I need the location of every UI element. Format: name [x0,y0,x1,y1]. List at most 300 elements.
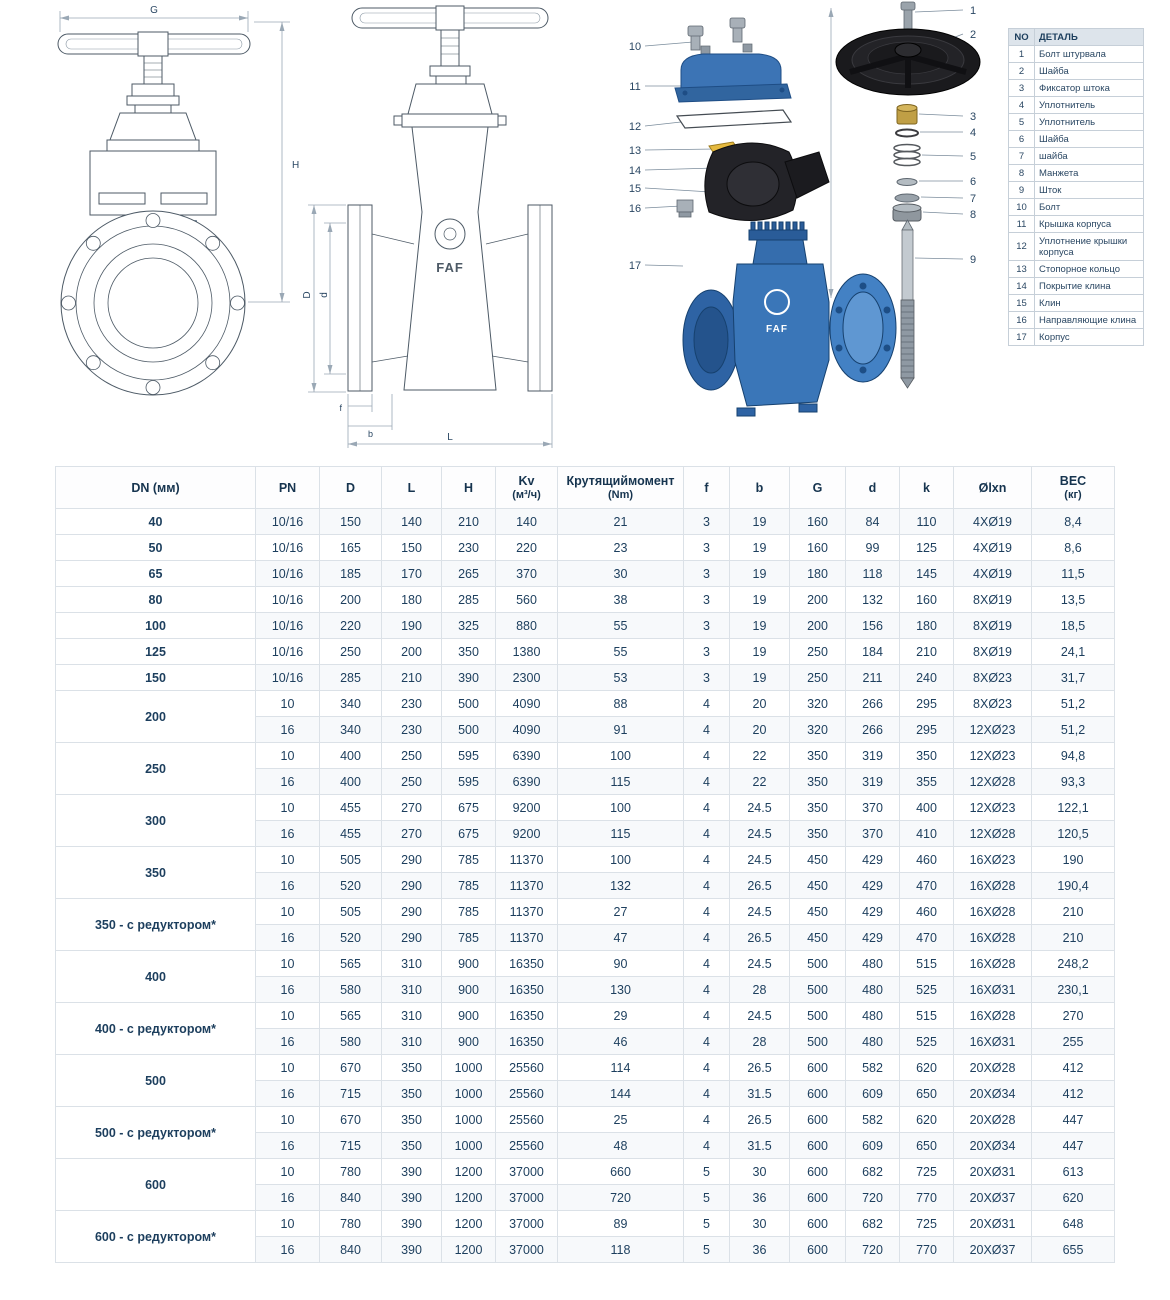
spec-cell: 210 [1032,899,1115,925]
spec-cell: 180 [382,587,442,613]
spec-cell: 26.5 [730,1107,790,1133]
callout-2: 2 [969,29,977,41]
spec-cell: 4 [684,1133,730,1159]
spec-cell: 670 [320,1055,382,1081]
spec-cell: 8,4 [1032,509,1115,535]
parts-row [1009,80,1144,97]
spec-cell: 270 [382,821,442,847]
spec-cell: 266 [846,691,900,717]
part-no: 15 [1009,295,1035,312]
spec-cell: 13,5 [1032,587,1115,613]
spec-cell: 20XØ31 [954,1211,1032,1237]
spec-col-header: k [900,467,954,509]
spec-cell: 10/16 [256,665,320,691]
part-no: 11 [1009,216,1035,233]
spec-cell: 27 [558,899,684,925]
spec-col-header: L [382,467,442,509]
spec-cell: 4 [684,1003,730,1029]
spec-cell: 525 [900,1029,954,1055]
spec-cell: 355 [900,769,954,795]
spec-cell: 785 [442,873,496,899]
part-name: Уплотнитель [1035,97,1144,114]
spec-cell: 10 [256,899,320,925]
spec-cell: 211 [846,665,900,691]
spec-cell: 900 [442,1029,496,1055]
spec-cell: 447 [1032,1133,1115,1159]
spec-cell: 8XØ19 [954,613,1032,639]
spec-cell: 447 [1032,1107,1115,1133]
spec-cell: 200 [320,587,382,613]
spec-cell: 10 [256,951,320,977]
spec-cell: 455 [320,795,382,821]
spec-cell: 520 [320,925,382,951]
spec-cell: 455 [320,821,382,847]
spec-cell: 37000 [496,1237,558,1263]
dim-label-g: G [150,5,158,16]
part-no: 8 [1009,165,1035,182]
spec-cell: 114 [558,1055,684,1081]
spec-cell: 4 [684,1029,730,1055]
callout-16: 16 [628,203,642,215]
dn-cell: 80 [56,587,256,613]
spec-cell: 350 [900,743,954,769]
spec-cell: 400 [320,769,382,795]
spec-cell: 320 [790,691,846,717]
spec-cell: 250 [790,639,846,665]
spec-cell: 1200 [442,1159,496,1185]
spec-cell: 230 [382,691,442,717]
spec-cell: 720 [846,1237,900,1263]
spec-cell: 16XØ23 [954,847,1032,873]
spec-cell: 600 [790,1081,846,1107]
spec-cell: 190 [382,613,442,639]
part-name: Уплотнение крышки корпуса [1035,233,1144,261]
parts-row [1009,261,1144,278]
bonnet-gasket [677,110,791,128]
spec-cell: 12XØ23 [954,717,1032,743]
callout-1: 1 [969,5,977,17]
spec-cell: 505 [320,899,382,925]
spec-cell: 12XØ23 [954,743,1032,769]
spec-cell: 20XØ34 [954,1081,1032,1107]
spec-cell: 3 [684,561,730,587]
spec-cell: 26.5 [730,1055,790,1081]
spec-cell: 100 [558,743,684,769]
spec-cell: 1200 [442,1185,496,1211]
spec-cell: 230 [382,717,442,743]
spec-cell: 25 [558,1107,684,1133]
part-no: 9 [1009,182,1035,199]
spec-cell: 24.5 [730,899,790,925]
part-name: Шайба [1035,63,1144,80]
spec-cell: 230 [442,535,496,561]
spec-cell: 11370 [496,873,558,899]
spec-cell: 28 [730,977,790,1003]
spec-cell: 11370 [496,925,558,951]
spec-cell: 160 [900,587,954,613]
spec-cell: 16 [256,1133,320,1159]
spec-cell: 19 [730,613,790,639]
spec-cell: 37000 [496,1185,558,1211]
spec-row [56,665,1115,691]
spec-cell: 285 [442,587,496,613]
spec-cell: 88 [558,691,684,717]
spec-cell: 10 [256,847,320,873]
spec-cell: 660 [558,1159,684,1185]
spec-cell: 37000 [496,1211,558,1237]
spec-cell: 55 [558,639,684,665]
spec-cell: 560 [496,587,558,613]
spec-cell: 265 [442,561,496,587]
spec-cell: 29 [558,1003,684,1029]
spec-cell: 20 [730,717,790,743]
spec-cell: 125 [900,535,954,561]
dim-label-D: D [302,291,313,299]
spec-cell: 470 [900,873,954,899]
spec-cell: 4090 [496,717,558,743]
spec-cell: 16 [256,821,320,847]
spec-cell: 130 [558,977,684,1003]
spec-cell: 450 [790,847,846,873]
part-name: Направляющие клина [1035,312,1144,329]
spec-cell: 270 [382,795,442,821]
spec-cell: 8XØ23 [954,691,1032,717]
part-name: Шайба [1035,131,1144,148]
spec-cell: 780 [320,1211,382,1237]
spec-cell: 48 [558,1133,684,1159]
spec-cell: 10 [256,1211,320,1237]
spec-cell: 22 [730,743,790,769]
part-name: Болт штурвала [1035,46,1144,63]
dn-cell: 500 [56,1055,256,1107]
spec-row [56,1159,1115,1185]
spec-cell: 900 [442,951,496,977]
callout-14: 14 [628,165,642,177]
spec-cell: 8XØ23 [954,665,1032,691]
spec-cell: 675 [442,821,496,847]
part-name: шайба [1035,148,1144,165]
spec-cell: 20XØ37 [954,1237,1032,1263]
parts-row [1009,182,1144,199]
spec-cell: 620 [1032,1185,1115,1211]
spec-cell: 880 [496,613,558,639]
spec-cell: 28 [730,1029,790,1055]
spec-cell: 460 [900,847,954,873]
spec-cell: 609 [846,1133,900,1159]
parts-row [1009,165,1144,182]
dn-cell: 400 - с редуктором* [56,1003,256,1055]
spec-cell: 8XØ19 [954,639,1032,665]
spec-cell: 190 [1032,847,1115,873]
spec-cell: 580 [320,977,382,1003]
spec-cell: 26.5 [730,873,790,899]
spec-cell: 19 [730,535,790,561]
spec-cell: 725 [900,1159,954,1185]
spec-cell: 89 [558,1211,684,1237]
spec-cell: 248,2 [1032,951,1115,977]
parts-header-detail: ДЕТАЛЬ [1035,29,1144,46]
dn-cell: 500 - с редуктором* [56,1107,256,1159]
spec-cell: 100 [558,795,684,821]
spec-cell: 290 [382,873,442,899]
spec-cell: 1000 [442,1107,496,1133]
spec-cell: 770 [900,1237,954,1263]
spec-cell: 595 [442,743,496,769]
spec-cell: 350 [382,1055,442,1081]
spec-cell: 600 [790,1107,846,1133]
spec-table-section [55,466,1115,1263]
spec-cell: 3 [684,639,730,665]
spec-cell: 4 [684,951,730,977]
spec-cell: 10 [256,795,320,821]
spec-cell: 9200 [496,821,558,847]
spec-cell: 210 [442,509,496,535]
spec-cell: 19 [730,639,790,665]
spec-cell: 25560 [496,1107,558,1133]
spec-cell: 16350 [496,977,558,1003]
spec-cell: 295 [900,691,954,717]
dn-cell: 200 [56,691,256,743]
spec-cell: 31,7 [1032,665,1115,691]
spec-cell: 24.5 [730,821,790,847]
dn-cell: 100 [56,613,256,639]
spec-cell: 190,4 [1032,873,1115,899]
cover-bolts [688,18,745,50]
spec-table [55,466,1115,1263]
spec-cell: 1380 [496,639,558,665]
faf-logo-text: FAF [436,260,464,275]
spec-row [56,743,1115,769]
spec-cell: 16 [256,1237,320,1263]
spec-cell: 500 [790,1003,846,1029]
spec-cell: 23 [558,535,684,561]
spec-cell: 25560 [496,1055,558,1081]
spec-cell: 4 [684,769,730,795]
spec-cell: 650 [900,1081,954,1107]
spec-cell: 51,2 [1032,717,1115,743]
spec-cell: 150 [382,535,442,561]
spec-cell: 4 [684,743,730,769]
spec-cell: 785 [442,925,496,951]
spec-cell: 16 [256,1185,320,1211]
spec-cell: 390 [382,1185,442,1211]
dn-cell: 250 [56,743,256,795]
spec-cell: 200 [790,587,846,613]
spec-cell: 350 [382,1133,442,1159]
spec-cell: 290 [382,847,442,873]
spec-cell: 270 [1032,1003,1115,1029]
spec-cell: 10 [256,1055,320,1081]
spec-cell: 210 [382,665,442,691]
body-logo-text: FAF [766,324,788,335]
spec-cell: 8XØ19 [954,587,1032,613]
spec-cell: 350 [790,821,846,847]
spec-cell: 53 [558,665,684,691]
part-name: Стопорное кольцо [1035,261,1144,278]
stem-rod [901,220,914,388]
spec-cell: 16 [256,977,320,1003]
spec-cell: 10/16 [256,535,320,561]
parts-row [1009,148,1144,165]
spec-cell: 10/16 [256,561,320,587]
spec-cell: 250 [382,743,442,769]
spec-cell: 5 [684,1159,730,1185]
spec-cell: 4 [684,925,730,951]
spec-cell: 4 [684,873,730,899]
part-name: Крышка корпуса [1035,216,1144,233]
spec-cell: 900 [442,1003,496,1029]
spec-cell: 230,1 [1032,977,1115,1003]
spec-cell: 390 [382,1159,442,1185]
spec-cell: 122,1 [1032,795,1115,821]
spec-col-header: Kv (м³/ч) [496,467,558,509]
spec-cell: 19 [730,587,790,613]
spec-cell: 16350 [496,951,558,977]
parts-row [1009,199,1144,216]
spec-row [56,613,1115,639]
callout-3: 3 [969,111,977,123]
spec-row [56,639,1115,665]
dn-cell: 65 [56,561,256,587]
spec-cell: 1200 [442,1211,496,1237]
spec-cell: 115 [558,821,684,847]
callout-5: 5 [969,151,977,163]
spec-cell: 240 [900,665,954,691]
spec-cell: 31.5 [730,1133,790,1159]
handwheel-3d [836,29,980,95]
spec-cell: 4 [684,1055,730,1081]
callout-9: 9 [969,254,977,266]
parts-list-table [1008,28,1144,346]
part-no: 6 [1009,131,1035,148]
spec-cell: 118 [846,561,900,587]
spec-cell: 682 [846,1159,900,1185]
spec-cell: 16 [256,925,320,951]
spec-cell: 84 [846,509,900,535]
part-name: Манжета [1035,165,1144,182]
spec-cell: 180 [790,561,846,587]
spec-cell: 1200 [442,1237,496,1263]
spec-cell: 319 [846,769,900,795]
spec-cell: 46 [558,1029,684,1055]
spec-row [56,561,1115,587]
spec-cell: 715 [320,1133,382,1159]
spec-col-header: ВЕС (кг) [1032,467,1115,509]
spec-cell: 150 [320,509,382,535]
spec-cell: 4 [684,847,730,873]
spec-cell: 650 [900,1133,954,1159]
spec-cell: 18,5 [1032,613,1115,639]
spec-col-header: Ølxn [954,467,1032,509]
spec-cell: 5 [684,1211,730,1237]
spec-cell: 16XØ28 [954,899,1032,925]
spec-cell: 8,6 [1032,535,1115,561]
front-view-drawing [20,2,305,454]
spec-col-header: G [790,467,846,509]
spec-cell: 47 [558,925,684,951]
spec-cell: 450 [790,873,846,899]
spec-cell: 20XØ31 [954,1159,1032,1185]
parts-row [1009,329,1144,346]
spec-cell: 450 [790,925,846,951]
spec-cell: 290 [382,925,442,951]
spec-cell: 4 [684,1081,730,1107]
spec-col-header: D [320,467,382,509]
spec-cell: 410 [900,821,954,847]
dim-label-L: L [447,432,453,443]
spec-cell: 500 [790,977,846,1003]
callout-15: 15 [628,183,642,195]
spec-cell: 185 [320,561,382,587]
dim-label-d: d [319,292,330,298]
spec-cell: 6390 [496,743,558,769]
spec-cell: 94,8 [1032,743,1115,769]
spec-cell: 515 [900,951,954,977]
dn-cell: 600 [56,1159,256,1211]
dn-cell: 125 [56,639,256,665]
spec-cell: 600 [790,1237,846,1263]
spec-cell: 10 [256,1159,320,1185]
valve-body-3d [683,222,896,416]
spec-cell: 16 [256,1029,320,1055]
spec-col-header: H [442,467,496,509]
dim-label-b: b [368,429,374,439]
spec-header-row [56,467,1115,509]
spec-cell: 4090 [496,691,558,717]
spec-cell: 10 [256,1003,320,1029]
spec-cell: 4 [684,977,730,1003]
spec-cell: 200 [382,639,442,665]
spec-cell: 412 [1032,1055,1115,1081]
part-no: 3 [1009,80,1035,97]
spec-cell: 600 [790,1159,846,1185]
parts-header-row [1009,29,1144,46]
spec-cell: 325 [442,613,496,639]
spec-cell: 38 [558,587,684,613]
spec-cell: 412 [1032,1081,1115,1107]
spec-cell: 450 [790,899,846,925]
spec-row [56,1055,1115,1081]
spec-cell: 118 [558,1237,684,1263]
spec-cell: 600 [790,1133,846,1159]
part-no: 12 [1009,233,1035,261]
bonnet-cover [675,44,791,102]
spec-row [56,899,1115,925]
callout-4: 4 [969,127,977,139]
spec-cell: 220 [320,613,382,639]
part-name: Шток [1035,182,1144,199]
spec-cell: 220 [496,535,558,561]
spec-row [56,509,1115,535]
spec-cell: 20XØ28 [954,1107,1032,1133]
spec-cell: 720 [846,1185,900,1211]
callout-12: 12 [628,121,642,133]
spec-cell: 620 [900,1055,954,1081]
spec-cell: 12XØ23 [954,795,1032,821]
spec-cell: 132 [558,873,684,899]
spec-cell: 840 [320,1185,382,1211]
spec-col-header: PN [256,467,320,509]
spec-cell: 21 [558,509,684,535]
spec-cell: 16XØ28 [954,1003,1032,1029]
spec-cell: 350 [790,769,846,795]
dn-cell: 40 [56,509,256,535]
spec-cell: 255 [1032,1029,1115,1055]
spec-cell: 156 [846,613,900,639]
spec-cell: 310 [382,1003,442,1029]
spec-cell: 4 [684,1107,730,1133]
spec-cell: 30 [730,1211,790,1237]
